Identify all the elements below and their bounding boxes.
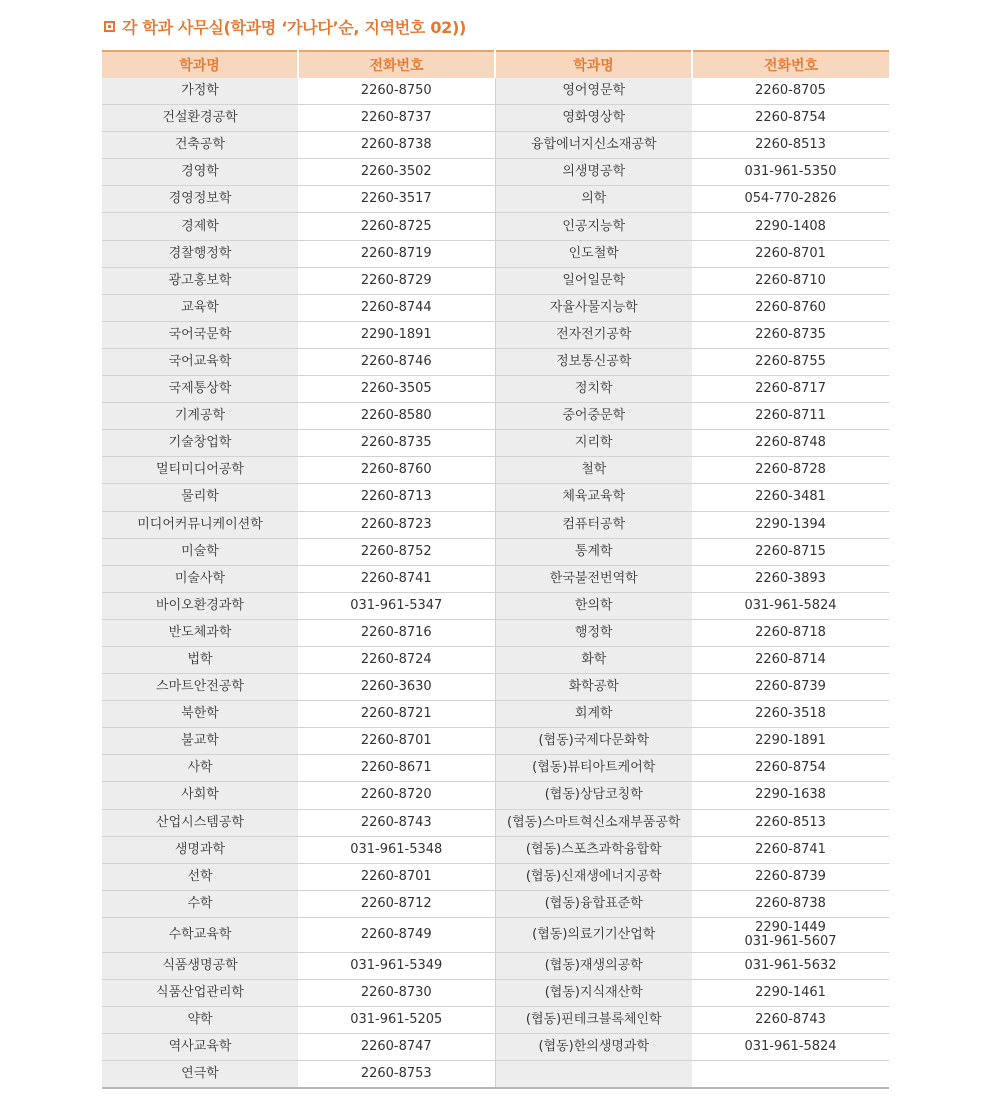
phone-cell: 2260-8715	[692, 538, 889, 565]
dept-name-cell: 한국불전번역학	[495, 565, 692, 592]
phone-cell: 031-961-5348	[298, 836, 495, 863]
phone-cell: 2260-8701	[298, 863, 495, 890]
dept-name-cell: (협동)상담코칭학	[495, 782, 692, 809]
phone-cell: 2260-8760	[692, 294, 889, 321]
table-row	[102, 1007, 889, 1034]
dept-name-cell: 국어국문학	[102, 321, 298, 348]
dept-name-cell: 불교학	[102, 728, 298, 755]
dept-name-cell: 화학	[495, 646, 692, 673]
dept-name-cell: 의생명공학	[495, 159, 692, 186]
phone-cell: 2260-8748	[692, 430, 889, 457]
header-phone-right: 전화번호	[692, 51, 889, 78]
phone-cell: 2260-8705	[692, 78, 889, 105]
dept-name-cell: 경영정보학	[102, 186, 298, 213]
phone-cell: 2260-8718	[692, 619, 889, 646]
dept-name-cell: 영어영문학	[495, 78, 692, 105]
phone-cell: 2260-8754	[692, 755, 889, 782]
table-row	[102, 952, 889, 979]
dept-name-cell: 인도철학	[495, 240, 692, 267]
phone-cell: 2260-8716	[298, 619, 495, 646]
table-row	[102, 980, 889, 1007]
table-row	[102, 105, 889, 132]
dept-name-cell: (협동)재생의공학	[495, 952, 692, 979]
dept-name-cell: 수학교육학	[102, 917, 298, 952]
phone-cell: 2260-8730	[298, 980, 495, 1007]
table-row	[102, 565, 889, 592]
dept-name-cell: (협동)지식재산학	[495, 980, 692, 1007]
dept-name-cell: 사회학	[102, 782, 298, 809]
table-row	[102, 809, 889, 836]
phone-cell: 2260-8735	[692, 321, 889, 348]
phone-cell: 2290-1638	[692, 782, 889, 809]
phone-cell: 2260-8712	[298, 890, 495, 917]
dept-name-cell: (협동)국제다문화학	[495, 728, 692, 755]
dept-name-cell: 중어중문학	[495, 403, 692, 430]
phone-cell: 031-961-5824	[692, 592, 889, 619]
table-row	[102, 430, 889, 457]
table-row	[102, 728, 889, 755]
dept-name-cell: 바이오환경과학	[102, 592, 298, 619]
phone-cell: 2260-8749	[298, 917, 495, 952]
dept-name-cell: 연극학	[102, 1061, 298, 1089]
phone-cell: 031-961-5347	[298, 592, 495, 619]
phone-cell: 2260-8739	[692, 674, 889, 701]
phone-cell	[692, 917, 889, 952]
phone-cell: 031-961-5632	[692, 952, 889, 979]
phone-cell: 2260-8721	[298, 701, 495, 728]
phone-cell: 2290-1408	[692, 213, 889, 240]
dept-name-cell: 건설환경공학	[102, 105, 298, 132]
phone-cell: 2260-8723	[298, 511, 495, 538]
table-row	[102, 1034, 889, 1061]
phone-cell	[692, 1061, 889, 1089]
phone-cell: 2260-8738	[298, 132, 495, 159]
dept-name-cell: 지리학	[495, 430, 692, 457]
section-title	[104, 14, 466, 38]
dept-name-cell: 일어일문학	[495, 267, 692, 294]
dept-name-cell: (협동)한의생명과학	[495, 1034, 692, 1061]
phone-cell: 2260-8743	[692, 1007, 889, 1034]
phone-cell: 2260-8728	[692, 457, 889, 484]
dept-name-cell: 경제학	[102, 213, 298, 240]
phone-cell: 031-961-5350	[692, 159, 889, 186]
phone-cell: 2260-8717	[692, 376, 889, 403]
dept-name-cell: 산업시스템공학	[102, 809, 298, 836]
table-row	[102, 890, 889, 917]
table-row	[102, 186, 889, 213]
dept-name-cell: 가정학	[102, 78, 298, 105]
phone-cell: 2260-8754	[692, 105, 889, 132]
phone-cell: 2260-8729	[298, 267, 495, 294]
phone-cell: 031-961-5349	[298, 952, 495, 979]
header-dept-name-left: 학과명	[102, 51, 298, 78]
dept-name-cell: 미술사학	[102, 565, 298, 592]
phone-cell: 031-961-5205	[298, 1007, 495, 1034]
phone-cell: 054-770-2826	[692, 186, 889, 213]
table-row	[102, 321, 889, 348]
dept-name-cell: 북한학	[102, 701, 298, 728]
phone-cell: 2260-8744	[298, 294, 495, 321]
table-row	[102, 863, 889, 890]
dept-name-cell: 정보통신공학	[495, 348, 692, 375]
phone-cell: 2260-8720	[298, 782, 495, 809]
phone-cell: 2260-3502	[298, 159, 495, 186]
dept-name-cell: 미디어커뮤니케이션학	[102, 511, 298, 538]
header-phone-left: 전화번호	[298, 51, 495, 78]
table-row	[102, 457, 889, 484]
phone-cell: 2260-8760	[298, 457, 495, 484]
phone-cell: 2260-8737	[298, 105, 495, 132]
table-row	[102, 267, 889, 294]
phone-cell: 2260-8746	[298, 348, 495, 375]
dept-name-cell	[495, 1061, 692, 1089]
phone-cell: 2260-8724	[298, 646, 495, 673]
phone-cell: 2260-3517	[298, 186, 495, 213]
phone-cell: 2260-8711	[692, 403, 889, 430]
table-row	[102, 213, 889, 240]
phone-cell: 2260-8735	[298, 430, 495, 457]
dept-name-cell: 생명과학	[102, 836, 298, 863]
table-row	[102, 348, 889, 375]
department-phone-table	[102, 50, 889, 1089]
table-row	[102, 1061, 889, 1089]
table-row	[102, 619, 889, 646]
phone-cell: 2260-8701	[298, 728, 495, 755]
phone-cell: 2260-8513	[692, 132, 889, 159]
dept-name-cell: 화학공학	[495, 674, 692, 701]
phone-cell: 2290-1891	[692, 728, 889, 755]
phone-cell: 2290-1394	[692, 511, 889, 538]
phone-cell: 2260-8755	[692, 348, 889, 375]
table-row	[102, 917, 889, 952]
phone-cell: 2260-8743	[298, 809, 495, 836]
dept-name-cell: 한의학	[495, 592, 692, 619]
phone-cell: 2260-8513	[692, 809, 889, 836]
dept-name-cell: (협동)스마트혁신소재부품공학	[495, 809, 692, 836]
dept-name-cell: 인공지능학	[495, 213, 692, 240]
phone-cell: 2260-8671	[298, 755, 495, 782]
dept-name-cell: 반도체과학	[102, 619, 298, 646]
square-bullet-icon	[104, 21, 115, 32]
table-row	[102, 836, 889, 863]
dept-name-cell: 약학	[102, 1007, 298, 1034]
phone-cell: 2260-8741	[692, 836, 889, 863]
dept-name-cell: 사학	[102, 755, 298, 782]
table-row	[102, 592, 889, 619]
table-row	[102, 159, 889, 186]
phone-line-1: 2290-1449	[755, 919, 826, 935]
table-row	[102, 376, 889, 403]
table-row	[102, 674, 889, 701]
dept-name-cell: 식품생명공학	[102, 952, 298, 979]
dept-name-cell: 정치학	[495, 376, 692, 403]
dept-name-cell: 선학	[102, 863, 298, 890]
dept-name-cell: (협동)신재생에너지공학	[495, 863, 692, 890]
dept-name-cell: 역사교육학	[102, 1034, 298, 1061]
phone-cell: 2260-8713	[298, 484, 495, 511]
table-row	[102, 538, 889, 565]
phone-cell: 2260-8701	[692, 240, 889, 267]
dept-name-cell: 멀티미디어공학	[102, 457, 298, 484]
phone-cell: 2260-8739	[692, 863, 889, 890]
dept-name-cell: 회계학	[495, 701, 692, 728]
phone-cell: 2260-8750	[298, 78, 495, 105]
phone-cell: 031-961-5824	[692, 1034, 889, 1061]
dept-name-cell: (협동)뷰티아트케어학	[495, 755, 692, 782]
phone-cell: 2260-8580	[298, 403, 495, 430]
table-row	[102, 240, 889, 267]
phone-cell: 2260-8710	[692, 267, 889, 294]
dept-name-cell: 물리학	[102, 484, 298, 511]
table-body	[102, 78, 889, 1088]
dept-name-cell: 법학	[102, 646, 298, 673]
dept-name-cell: 융합에너지신소재공학	[495, 132, 692, 159]
dept-name-cell: 기계공학	[102, 403, 298, 430]
dept-name-cell: 경찰행정학	[102, 240, 298, 267]
dept-name-cell: 국어교육학	[102, 348, 298, 375]
table-row	[102, 403, 889, 430]
phone-cell: 2260-3893	[692, 565, 889, 592]
section-title-text: 각 학과 사무실(학과명 ‘가나다’순, 지역번호 02))	[122, 17, 467, 37]
dept-name-cell: 스마트안전공학	[102, 674, 298, 701]
table-row	[102, 511, 889, 538]
dept-name-cell: 체육교육학	[495, 484, 692, 511]
table-row	[102, 782, 889, 809]
phone-cell: 2290-1891	[298, 321, 495, 348]
dept-name-cell: 경영학	[102, 159, 298, 186]
table-row	[102, 78, 889, 105]
phone-cell: 2260-3518	[692, 701, 889, 728]
dept-name-cell: 국제통상학	[102, 376, 298, 403]
dept-name-cell: 전자전기공학	[495, 321, 692, 348]
dept-name-cell: 컴퓨터공학	[495, 511, 692, 538]
dept-name-cell: 미술학	[102, 538, 298, 565]
phone-cell: 2260-8747	[298, 1034, 495, 1061]
table-row	[102, 646, 889, 673]
dept-name-cell: 기술창업학	[102, 430, 298, 457]
table-row	[102, 755, 889, 782]
phone-cell: 2290-1461	[692, 980, 889, 1007]
dept-name-cell: (협동)융합표준학	[495, 890, 692, 917]
table-header-row	[102, 51, 889, 78]
dept-name-cell: 자율사물지능학	[495, 294, 692, 321]
phone-cell: 2260-8714	[692, 646, 889, 673]
dept-name-cell: 영화영상학	[495, 105, 692, 132]
phone-cell: 2260-8741	[298, 565, 495, 592]
dept-name-cell: 수학	[102, 890, 298, 917]
table-row	[102, 484, 889, 511]
dept-name-cell: 광고홍보학	[102, 267, 298, 294]
phone-cell: 2260-3505	[298, 376, 495, 403]
dept-name-cell: 식품산업관리학	[102, 980, 298, 1007]
phone-cell: 2260-8719	[298, 240, 495, 267]
dept-name-cell: 통계학	[495, 538, 692, 565]
dept-name-cell: (협동)핀테크블록체인학	[495, 1007, 692, 1034]
dept-name-cell: 행정학	[495, 619, 692, 646]
table-row	[102, 701, 889, 728]
phone-cell: 2260-3630	[298, 674, 495, 701]
header-dept-name-right: 학과명	[495, 51, 692, 78]
dept-name-cell: (협동)스포츠과학융합학	[495, 836, 692, 863]
dept-name-cell: 건축공학	[102, 132, 298, 159]
dept-name-cell: 철학	[495, 457, 692, 484]
phone-cell: 2260-8738	[692, 890, 889, 917]
phone-line-2: 031-961-5607	[744, 933, 837, 949]
table-row	[102, 132, 889, 159]
phone-cell: 2260-8752	[298, 538, 495, 565]
dept-name-cell: 의학	[495, 186, 692, 213]
table-row	[102, 294, 889, 321]
phone-cell: 2260-8725	[298, 213, 495, 240]
phone-cell: 2260-8753	[298, 1061, 495, 1089]
dept-name-cell: 교육학	[102, 294, 298, 321]
dept-name-cell: (협동)의료기기산업학	[495, 917, 692, 952]
phone-cell: 2260-3481	[692, 484, 889, 511]
